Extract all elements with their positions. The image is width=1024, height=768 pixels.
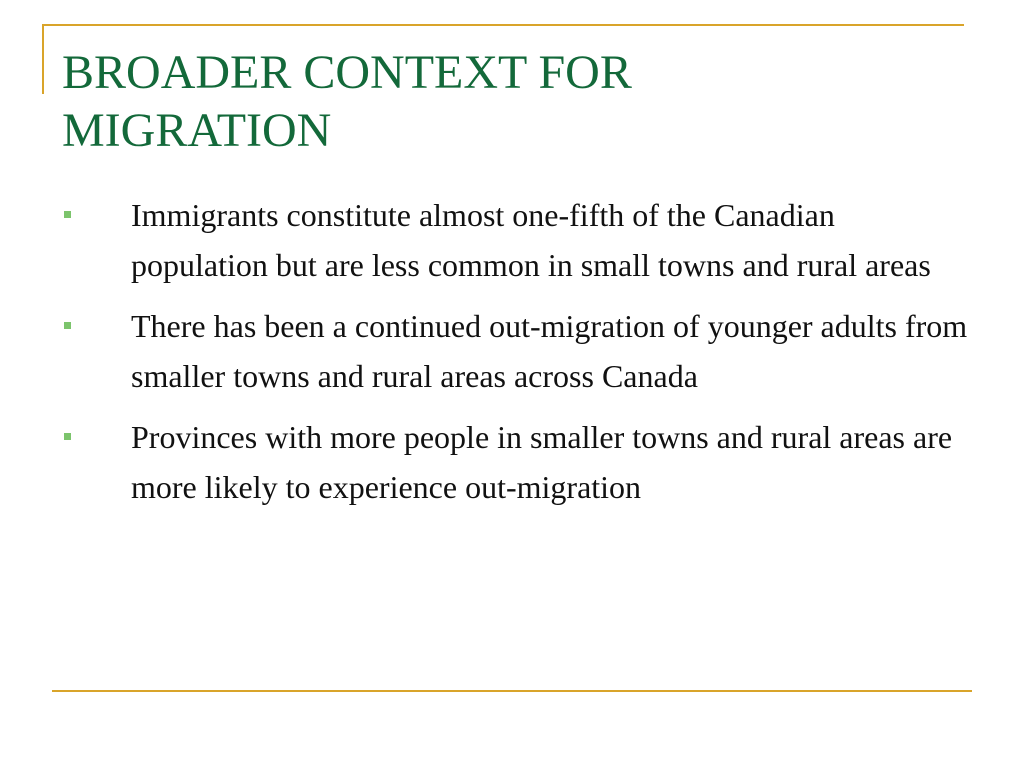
bullet-item [62, 412, 972, 512]
bottom-rule [52, 690, 972, 692]
top-rule [42, 24, 964, 26]
square-bullet-icon [64, 433, 71, 440]
square-bullet-icon [64, 322, 71, 329]
title-line-1: BROADER CONTEXT FOR [62, 46, 632, 99]
title-line-2: MIGRATION [62, 104, 332, 157]
square-bullet-icon [64, 211, 71, 218]
bullet-item [62, 190, 972, 290]
left-rule [42, 24, 44, 94]
bullet-text: Immigrants constitute almost one-fifth of the Canadian population but are less common in small towns and rural areas [131, 197, 931, 283]
bullet-list [62, 190, 972, 523]
slide-title [62, 44, 962, 160]
bullet-text: There has been a continued out-migration of younger adults from smaller towns and rural areas across Canada [131, 308, 968, 394]
bullet-item [62, 301, 972, 401]
bullet-text: Provinces with more people in smaller towns and rural areas are more likely to experience out-migration [131, 419, 953, 505]
